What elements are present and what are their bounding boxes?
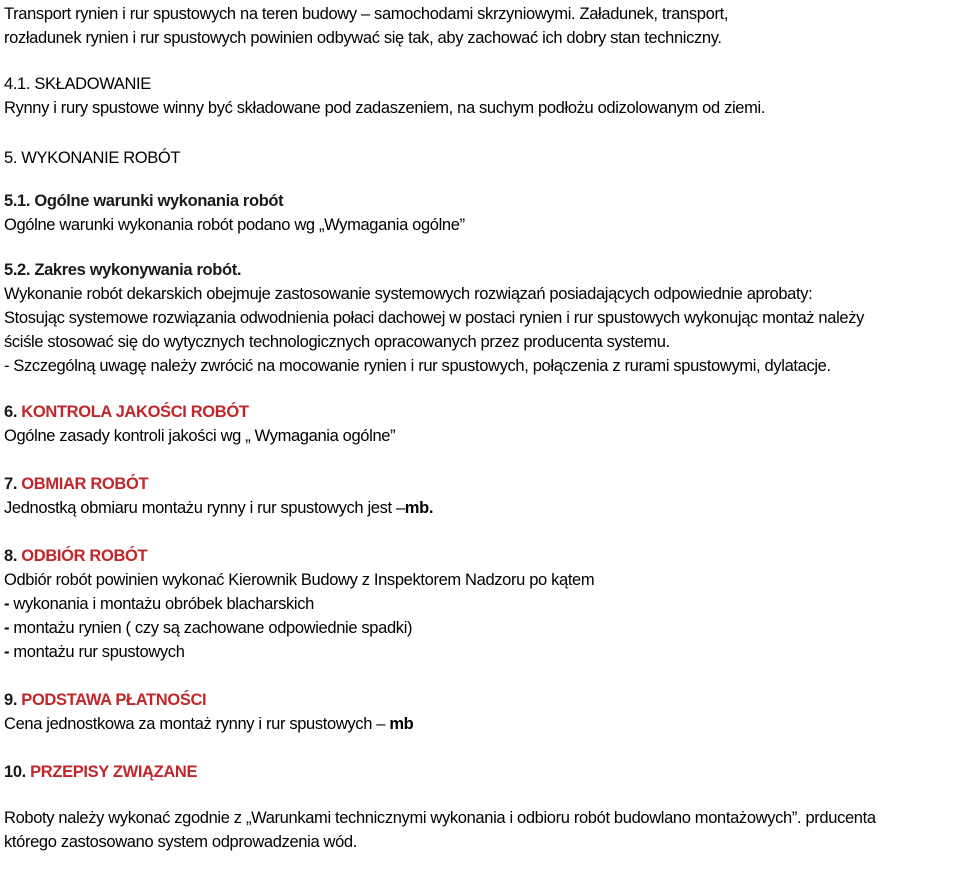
section-8-text: Odbiór robót powinien wykonać Kierownik Budowy z Inspektorem Nadzoru po kątem [4,571,595,589]
section-4-1-heading: 4.1. SKŁADOWANIE [4,75,151,93]
section-5-2-line-3: ściśle stosować się do wytycznych technologicznych opracowanych przez producenta systemu. [4,333,670,351]
document-page [4,0,960,854]
section-7-number: 7. [4,475,22,493]
section-9-number: 9. [4,691,22,709]
section-8-item [4,616,960,640]
section-10-line-1: Roboty należy wykonać zgodnie z „Warunkami technicznymi wykonania i odbioru robót budowlano montażowych”. prducenta [4,809,876,827]
section-6-text: Ogólne zasady kontroli jakości wg „ Wymagania ogólne” [4,427,396,445]
section-8-item [4,592,960,616]
section-7-unit: mb. [404,499,434,517]
section-8-item [4,640,960,664]
list-item-text: montażu rynien ( czy są zachowane odpowiednie spadki) [13,619,413,637]
section-5-heading: 5. WYKONANIE ROBÓT [4,149,181,167]
section-5-2-line-1: Wykonanie robót dekarskich obejmuje zastosowanie systemowych rozwiązań posiadających odpowiednie aprobaty: [4,285,813,303]
section-10-heading [4,760,960,784]
intro-line-1: Transport rynien i rur spustowych na teren budowy – samochodami skrzyniowymi. Załadunek, transport, [4,5,729,23]
section-9-title: PODSTAWA PŁATNOŚCI [21,691,207,709]
section-10-number: 10. [4,763,31,781]
section-9-heading [4,688,960,712]
section-6-heading [4,400,960,424]
section-5-2-heading: 5.2. Zakres wykonywania robót. [4,261,242,279]
section-7-text-body: Jednostką obmiaru montażu rynny i rur spustowych jest – [4,499,405,517]
section-5-1-heading: 5.1. Ogólne warunki wykonania robót [4,192,284,210]
section-8-title: ODBIÓR ROBÓT [21,547,148,565]
section-5-1-text: Ogólne warunki wykonania robót podano wg „Wymagania ogólne” [4,216,465,234]
intro-line-2: rozładunek rynien i rur spustowych powinien odbywać się tak, aby zachować ich dobry stan techniczny. [4,29,722,47]
section-6-title: KONTROLA JAKOŚCI ROBÓT [21,403,249,421]
section-7-heading [4,472,960,496]
section-8-number: 8. [4,547,22,565]
list-item-text: montażu rur spustowych [13,643,185,661]
section-6-number: 6. [4,403,22,421]
list-dash: - [4,619,14,637]
section-5-2-line-2: Stosując systemowe rozwiązania odwodnienia połaci dachowej w postaci rynien i rur spustowych wykonując montaż należy [4,309,865,327]
section-10-title: PRZEPISY ZWIĄZANE [30,763,198,781]
list-item-text: wykonania i montażu obróbek blacharskich [13,595,314,613]
section-9-unit: mb [389,715,414,733]
section-10-line-2: którego zastosowano system odprowadzenia wód. [4,833,357,851]
section-8-heading [4,544,960,568]
section-9-text-body: Cena jednostkowa za montaż rynny i rur spustowych – [4,715,390,733]
section-7-text [4,496,960,520]
section-5-2-line-4: - Szczególną uwagę należy zwrócić na mocowanie rynien i rur spustowych, połączenia z rurami spustowymi, dylatacje. [4,357,831,375]
list-dash: - [4,643,14,661]
section-7-title: OBMIAR ROBÓT [21,475,149,493]
list-dash: - [4,595,14,613]
section-9-text [4,712,960,736]
section-4-1-text: Rynny i rury spustowe winny być składowane pod zadaszeniem, na suchym podłożu odizolowanym od ziemi. [4,99,766,117]
